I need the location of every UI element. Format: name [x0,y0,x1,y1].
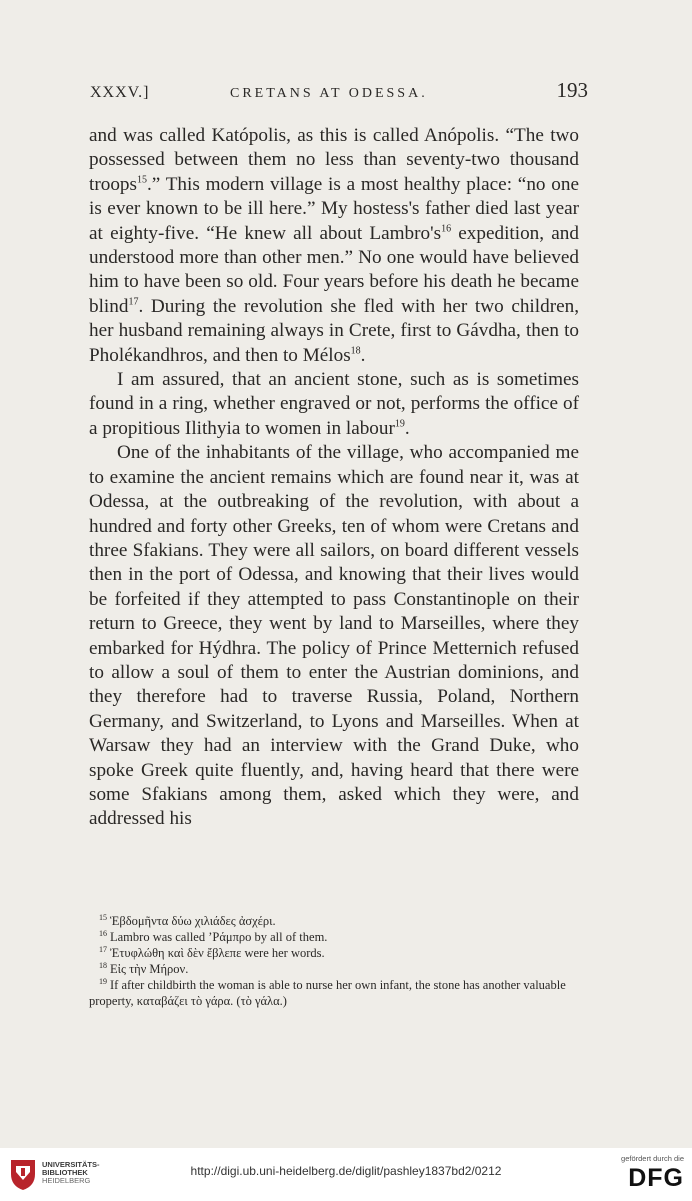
library-name[interactable]: UNIVERSITÄTS- BIBLIOTHEK HEIDELBERG [42,1160,100,1185]
page-number: 193 [556,78,588,102]
funder-credit[interactable]: gefördert durch die DFG [604,1154,684,1193]
footnote-ref-15[interactable]: 15 [136,174,147,186]
footnote: $^{16}$ Lambro was called ʼΡάμπρο by all of them. [99,928,328,944]
footnote-ref-16[interactable]: 16 [441,223,452,235]
chapter-marker: XXXV.] [90,84,150,101]
paragraph-2: I am assured, that an ancient stone, such as is sometimes found in a ring, whether engraved or not, performs the office of a propitious Ilithyia to women in labour$^{19}$. [89,369,579,439]
footnote: $^{19}$ If after childbirth the woman is able to nurse her own infant, the stone has another valuable property, καταβάζει τὸ γάρα. (τὸ γάλα.) [89,976,566,1008]
paragraph-3: One of the inhabitants of the village, who accompanied me to examine the ancient remains which are found near it, was at Odessa, at the outbreaking of the revolution, with about a hundred and forty other Greeks, ten of whom were Cretans and three Sfakians. They were all sailors, on board different vessels then in the port of Odessa, and knowing that their lives would be forfeited if they attempted to pass Constantinople on their return to Greece, they went by land to Marseilles, where they embarked for Hýdhra. The policy of Prince Metternich refused to allow a soul of them to enter the Austrian dominions, and they therefore had to traverse Russia, Poland, Northern Germany, and Switzerland, to Lyons and Marseilles. When at Warsaw they had an interview with the Grand Duke, who spoke Greek quite fluently, and, having heard that there were some Sfakians among them, asked which they were, and addressed his [89,442,579,830]
footnote: $^{17}$ Ἐτυφλώθη καὶ δὲν ἔβλεπε were her words. [99,944,325,960]
paragraph-1: and was called Katópolis, as this is called Anópolis. “The two possessed between them no less than seventy-two thousand troops$^{15}$.” This modern village is a most healthy place: “no one is ever known to be ill here.” My hostess's father died last year at eighty-five. “He knew all about $Lambro's^{16}$ expedition, and understood more than other men.” No one would have believed him to have been so old. Four years before his death he became blind$^{17}$. During the revolution she fled with her two children, her husband remaining always in Crete, first to Gávdha, then to Pholékandhros, and then to Mélos$^{18}$. [89,125,579,366]
permalink-url[interactable]: http://digi.ub.uni-heidelberg.de/diglit/pashley1837bd2/0212 [190,1164,502,1178]
footnote-ref-17[interactable]: 17 [128,296,139,308]
dfg-logo: DFG [628,1164,684,1192]
footnote-ref-18[interactable]: 18 [350,345,361,357]
footnote-ref-19[interactable]: 19 [394,418,405,430]
running-title: CRETANS AT ODESSA. [230,86,428,101]
body-text [89,124,579,832]
footnote: $^{15}$ Ἑβδομῆντα δύω χιλιάδες ἀσχέρι. [99,912,276,928]
running-header [90,78,588,104]
footnotes [89,913,579,1009]
footnote: $^{18}$ Εἰς τὴν Μήρον. [99,960,189,976]
viewer-footer [0,1148,692,1201]
